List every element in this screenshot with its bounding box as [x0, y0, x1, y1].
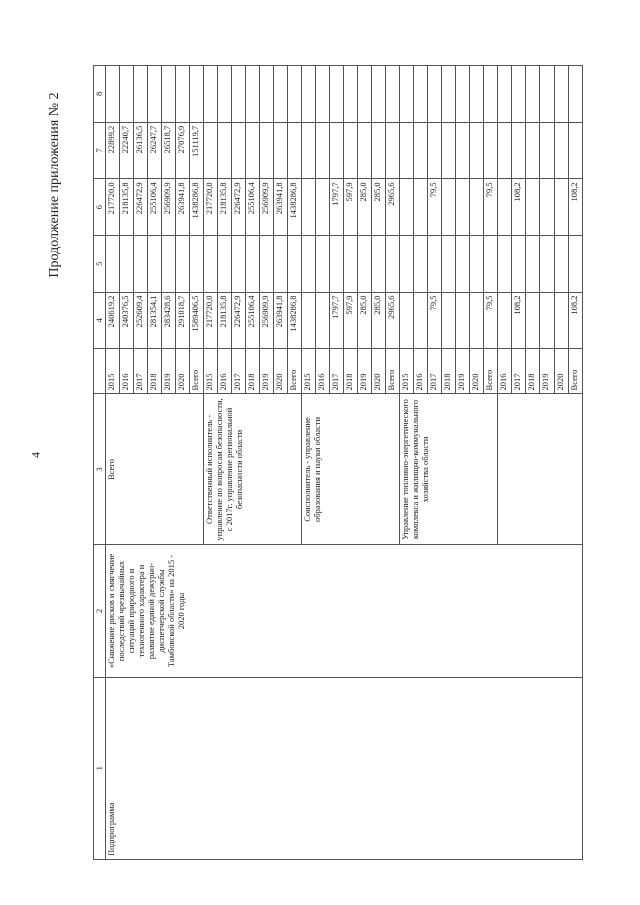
- value-cell: [190, 66, 204, 123]
- table-row: [106, 66, 120, 860]
- value-cell: [372, 66, 386, 123]
- value-cell: [498, 292, 512, 349]
- year-cell: 2015: [400, 349, 414, 394]
- value-cell: [470, 179, 484, 236]
- value-cell: 151119,7: [190, 122, 204, 179]
- year-cell: 2016: [218, 349, 232, 394]
- value-cell: [358, 122, 372, 179]
- year-cell: 2017: [232, 349, 246, 394]
- value-cell: 1438286,8: [288, 179, 302, 236]
- value-cell: [400, 66, 414, 123]
- value-cell: [288, 235, 302, 292]
- value-cell: [176, 235, 190, 292]
- value-cell: [134, 66, 148, 123]
- value-cell: [568, 66, 582, 123]
- value-cell: 108,2: [512, 179, 526, 236]
- value-cell: [456, 235, 470, 292]
- value-cell: [470, 292, 484, 349]
- rotated-table-wrapper: [93, 65, 583, 860]
- value-cell: 22240,7: [120, 122, 134, 179]
- value-cell: [428, 122, 442, 179]
- value-cell: 240619,2: [106, 292, 120, 349]
- value-cell: 218135,8: [218, 292, 232, 349]
- value-cell: [442, 235, 456, 292]
- value-cell: [414, 235, 428, 292]
- value-cell: [442, 179, 456, 236]
- value-cell: 252609,4: [134, 292, 148, 349]
- value-cell: [526, 179, 540, 236]
- value-cell: 291018,7: [176, 292, 190, 349]
- value-cell: 1797,7: [330, 292, 344, 349]
- year-cell: 2018: [344, 349, 358, 394]
- value-cell: [456, 66, 470, 123]
- value-cell: [442, 66, 456, 123]
- executor-cell: Соисполнитель - управление образования и науки области: [302, 394, 400, 545]
- year-cell: 2020: [274, 349, 288, 394]
- value-cell: 285,0: [372, 292, 386, 349]
- value-cell: [456, 292, 470, 349]
- value-cell: [498, 179, 512, 236]
- value-cell: 2965,6: [386, 292, 400, 349]
- col-number-empty: [94, 349, 106, 394]
- value-cell: 263941,8: [274, 179, 288, 236]
- value-cell: [512, 66, 526, 123]
- value-cell: [456, 179, 470, 236]
- year-cell: Всего: [568, 349, 582, 394]
- value-cell: [414, 66, 428, 123]
- executor-cell: [498, 394, 583, 545]
- value-cell: [260, 122, 274, 179]
- year-cell: 2019: [358, 349, 372, 394]
- value-cell: [498, 235, 512, 292]
- value-cell: [358, 66, 372, 123]
- value-cell: [540, 292, 554, 349]
- value-cell: [344, 122, 358, 179]
- value-cell: 240376,5: [120, 292, 134, 349]
- year-cell: 2017: [428, 349, 442, 394]
- year-cell: 2015: [204, 349, 218, 394]
- value-cell: [386, 235, 400, 292]
- year-cell: 2016: [414, 349, 428, 394]
- year-cell: 2016: [316, 349, 330, 394]
- year-cell: Всего: [288, 349, 302, 394]
- value-cell: 218135,8: [120, 179, 134, 236]
- value-cell: 108,2: [568, 292, 582, 349]
- value-cell: [274, 66, 288, 123]
- value-cell: [274, 235, 288, 292]
- col-number-5: 5: [94, 235, 106, 292]
- value-cell: 255106,4: [148, 179, 162, 236]
- value-cell: [232, 235, 246, 292]
- value-cell: [204, 122, 218, 179]
- value-cell: 79,5: [484, 179, 498, 236]
- value-cell: [554, 66, 568, 123]
- value-cell: 255106,4: [246, 292, 260, 349]
- value-cell: [554, 235, 568, 292]
- value-cell: [358, 235, 372, 292]
- value-cell: [302, 66, 316, 123]
- value-cell: 285,0: [358, 292, 372, 349]
- value-cell: [106, 235, 120, 292]
- year-cell: 2018: [148, 349, 162, 394]
- value-cell: [330, 122, 344, 179]
- year-cell: 2020: [470, 349, 484, 394]
- value-cell: 283428,6: [162, 292, 176, 349]
- value-cell: 597,9: [344, 292, 358, 349]
- value-cell: [400, 235, 414, 292]
- value-cell: [316, 235, 330, 292]
- value-cell: [232, 66, 246, 123]
- value-cell: [386, 122, 400, 179]
- year-cell: Всего: [386, 349, 400, 394]
- value-cell: 108,2: [568, 179, 582, 236]
- value-cell: 26136,5: [134, 122, 148, 179]
- budget-table: [93, 65, 583, 860]
- value-cell: [540, 122, 554, 179]
- value-cell: [554, 122, 568, 179]
- year-cell: 2020: [372, 349, 386, 394]
- value-cell: 26518,7: [162, 122, 176, 179]
- year-cell: 2016: [120, 349, 134, 394]
- value-cell: [232, 122, 246, 179]
- value-cell: [512, 235, 526, 292]
- year-cell: 2019: [260, 349, 274, 394]
- value-cell: 281354,1: [148, 292, 162, 349]
- year-cell: 2018: [246, 349, 260, 394]
- year-cell: 2020: [554, 349, 568, 394]
- year-cell: 2019: [162, 349, 176, 394]
- value-cell: [316, 122, 330, 179]
- value-cell: 217720,0: [204, 292, 218, 349]
- value-cell: 217720,0: [204, 179, 218, 236]
- value-cell: [526, 66, 540, 123]
- value-cell: [162, 66, 176, 123]
- value-cell: [274, 122, 288, 179]
- year-cell: 2015: [302, 349, 316, 394]
- value-cell: [428, 66, 442, 123]
- value-cell: [428, 235, 442, 292]
- col-number-1: 1: [94, 677, 106, 859]
- value-cell: [526, 235, 540, 292]
- value-cell: [540, 66, 554, 123]
- value-cell: 1589406,5: [190, 292, 204, 349]
- value-cell: 263941,8: [176, 179, 190, 236]
- value-cell: 2965,6: [386, 179, 400, 236]
- value-cell: [302, 235, 316, 292]
- value-cell: [190, 235, 204, 292]
- year-cell: 2018: [526, 349, 540, 394]
- value-cell: [484, 122, 498, 179]
- year-cell: 2020: [176, 349, 190, 394]
- value-cell: [400, 179, 414, 236]
- year-cell: 2017: [330, 349, 344, 394]
- value-cell: [134, 235, 148, 292]
- page-number: 4: [28, 452, 43, 458]
- value-cell: [316, 179, 330, 236]
- year-cell: 2017: [512, 349, 526, 394]
- value-cell: 256909,9: [260, 292, 274, 349]
- value-cell: 285,0: [358, 179, 372, 236]
- value-cell: [162, 235, 176, 292]
- value-cell: [540, 235, 554, 292]
- year-cell: 2017: [134, 349, 148, 394]
- value-cell: [260, 66, 274, 123]
- value-cell: [288, 66, 302, 123]
- value-cell: 1797,7: [330, 179, 344, 236]
- year-cell: 2019: [540, 349, 554, 394]
- executor-cell: Управление топливно-энергетического комплекса и жилищно-коммунального хозяйства области: [400, 394, 498, 545]
- value-cell: [470, 66, 484, 123]
- value-cell: [218, 122, 232, 179]
- value-cell: [400, 122, 414, 179]
- value-cell: [568, 235, 582, 292]
- col-number-4: 4: [94, 292, 106, 349]
- value-cell: [414, 122, 428, 179]
- value-cell: 597,9: [344, 179, 358, 236]
- value-cell: [526, 292, 540, 349]
- value-cell: [120, 235, 134, 292]
- value-cell: [330, 235, 344, 292]
- col-number-6: 6: [94, 179, 106, 236]
- value-cell: [386, 66, 400, 123]
- value-cell: [246, 235, 260, 292]
- value-cell: [316, 292, 330, 349]
- value-cell: [302, 292, 316, 349]
- value-cell: [148, 235, 162, 292]
- executor-cell: Ответственный исполнитель - управление по вопросам безопасности, с 2017г. управление региональной безопасности области: [204, 394, 302, 545]
- table-body: [106, 66, 583, 860]
- value-cell: [568, 122, 582, 179]
- value-cell: 79,5: [428, 292, 442, 349]
- value-cell: [442, 122, 456, 179]
- value-cell: [204, 66, 218, 123]
- col-number-8: 8: [94, 66, 106, 123]
- value-cell: [484, 235, 498, 292]
- value-cell: 1438286,8: [288, 292, 302, 349]
- value-cell: [512, 122, 526, 179]
- value-cell: [302, 122, 316, 179]
- value-cell: [148, 66, 162, 123]
- value-cell: [372, 235, 386, 292]
- value-cell: 226472,9: [232, 179, 246, 236]
- value-cell: [470, 235, 484, 292]
- value-cell: [372, 122, 386, 179]
- value-cell: 256909,9: [162, 179, 176, 236]
- value-cell: 218135,8: [218, 179, 232, 236]
- value-cell: [246, 122, 260, 179]
- year-cell: Всего: [190, 349, 204, 394]
- value-cell: [176, 66, 190, 123]
- year-cell: Всего: [484, 349, 498, 394]
- value-cell: 226472,9: [232, 292, 246, 349]
- program-name-cell: «Снижение рисков и смягчение последствий чрезвычайных ситуаций природного и техногенного характера и развитие единой дежурно-диспетчерской службы Тамбовской области» на 2015 - 2020 годы: [106, 545, 583, 677]
- col-number-2: 2: [94, 545, 106, 677]
- value-cell: [246, 66, 260, 123]
- value-cell: [470, 122, 484, 179]
- value-cell: 27076,9: [176, 122, 190, 179]
- year-cell: 2018: [442, 349, 456, 394]
- value-cell: [498, 66, 512, 123]
- col-number-7: 7: [94, 122, 106, 179]
- value-cell: [414, 292, 428, 349]
- value-cell: [456, 122, 470, 179]
- value-cell: [330, 66, 344, 123]
- year-cell: 2019: [456, 349, 470, 394]
- value-cell: [106, 66, 120, 123]
- column-number-row: [94, 66, 106, 860]
- value-cell: [526, 122, 540, 179]
- value-cell: 26247,7: [148, 122, 162, 179]
- value-cell: [204, 235, 218, 292]
- value-cell: [442, 292, 456, 349]
- value-cell: 79,5: [484, 292, 498, 349]
- col-number-3: 3: [94, 394, 106, 545]
- value-cell: 1438286,8: [190, 179, 204, 236]
- value-cell: [414, 179, 428, 236]
- value-cell: 79,5: [428, 179, 442, 236]
- year-cell: 2016: [498, 349, 512, 394]
- value-cell: [344, 235, 358, 292]
- executor-cell: Всего: [106, 394, 204, 545]
- year-cell: 2015: [106, 349, 120, 394]
- value-cell: 22899,2: [106, 122, 120, 179]
- value-cell: 285,0: [372, 179, 386, 236]
- value-cell: [120, 66, 134, 123]
- value-cell: [218, 66, 232, 123]
- value-cell: 255106,4: [246, 179, 260, 236]
- value-cell: [344, 66, 358, 123]
- program-type-cell: Подпрограмма: [106, 677, 583, 859]
- value-cell: 263941,8: [274, 292, 288, 349]
- value-cell: [260, 235, 274, 292]
- value-cell: [554, 292, 568, 349]
- value-cell: [302, 179, 316, 236]
- value-cell: [484, 66, 498, 123]
- value-cell: 217720,0: [106, 179, 120, 236]
- value-cell: [554, 179, 568, 236]
- value-cell: 226472,9: [134, 179, 148, 236]
- appendix-title: Продолжение приложения № 2: [47, 92, 62, 278]
- value-cell: [218, 235, 232, 292]
- value-cell: 256909,9: [260, 179, 274, 236]
- value-cell: [400, 292, 414, 349]
- value-cell: [498, 122, 512, 179]
- value-cell: [316, 66, 330, 123]
- value-cell: 108,2: [512, 292, 526, 349]
- value-cell: [540, 179, 554, 236]
- value-cell: [288, 122, 302, 179]
